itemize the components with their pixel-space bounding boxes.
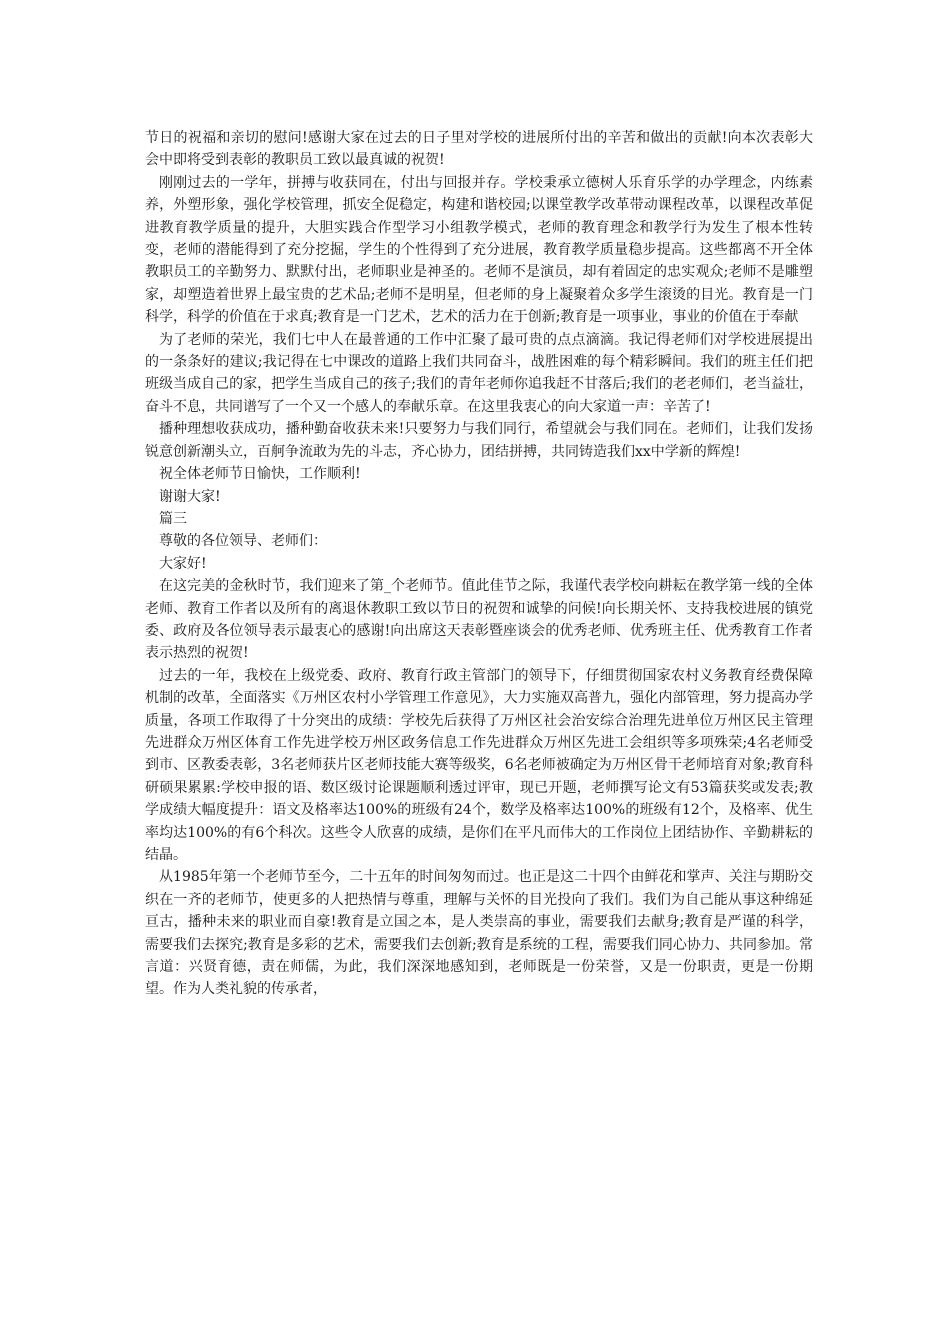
paragraph-achievements: 过去的一年，我校在上级党委、政府、教育行政主管部门的领导下，仔细贯彻国家农村义务教育经费保障机制的改革，全面落实《万州区农村小学管理工作意见》，大力实施双高普九，强化内部管理，努力提高办学质量，各项工作取得了十分突出的成绩：学校先后获得了万州区社会治安综合治理先进单位万州区民主管理先进群众万州区体育工作先进学校万州区政务信息工作先进群众万州区先进工会组织等多项殊荣;4名老师受到市、区教委表彰，3名老师获片区老师技能大赛等级奖，6名老师被确定为万州区骨干老师培育对象;教育科研硕果累累:学校申报的语、数区级讨论课题顺利透过评审，现已开题，老师撰写论文有53篇获奖或发表;教学成绩大幅度提升：语文及格率达100%的班级有24个，数学及格率达100%的班级有12个，及格率、优生率均达100%的有6个科次。这些令人欣喜的成绩，是你们在平凡而伟大的工作岗位上团结协作、辛勤耕耘的结晶。 [145, 667, 813, 863]
paragraph-sow-ideals: 播种理想收获成功，播种勤奋收获未来!只要努力与我们同行，希望就会与我们同在。老师们，让我们发扬锐意创新潮头立，百舸争流敢为先的斗志，齐心协力，团结拼搏，共同铸造我们xx中学新的辉煌! [145, 421, 813, 460]
paragraph-opening: 节日的祝福和亲切的慰问!感谢大家在过去的日子里对学校的进展所付出的辛苦和做出的贡献!向本次表彰大会中即将受到表彰的教职员工致以最真诚的祝贺! [145, 130, 813, 169]
paragraph-wish: 祝全体老师节日愉快，工作顺利! [159, 466, 361, 483]
paragraph-past-year: 刚刚过去的一学年，拼搏与收获同在，付出与回报并存。学校秉承立德树人乐育乐学的办学理念，内练素养，外塑形象，强化学校管理，抓安全促稳定，构建和谐校园;以课堂教学改革带动课程改革，以课程改革促进教育教学质量的提升，大胆实践合作型学习小组教学模式，老师的教育理念和教学行为发生了根本性转变，老师的潜能得到了充分挖掘，学生的个性得到了充分进展，教育教学质量稳步提高。这些都离不开全体教职员工的辛勤努力、默默付出，老师职业是神圣的。老师不是演员，却有着固定的忠实观众;老师不是雕塑家，却塑造着世界上最宝贵的艺术品;老师不是明星，但老师的身上凝聚着众多学生滚烫的目光。教育是一门科学，科学的价值在于求真;教育是一门艺术，艺术的活力在于创新;教育是一项事业，事业的价值在于奉献 [145, 174, 813, 326]
paragraph-greeting: 大家好! [159, 555, 207, 572]
section-heading-part-three: 篇三 [159, 510, 187, 527]
paragraph-since-1985: 从1985年第一个老师节至今，二十五年的时间匆匆而过。也正是这二十四个由鲜花和掌声、关注与期盼交织在一齐的老师节，使更多的人把热情与尊重，理解与关怀的目光投向了我们。我们为自己能从事这种绵延亘古，播种未来的职业而自豪!教育是立国之本，是人类崇高的事业，需要我们去献身;教育是严谨的科学，需要我们去探究;教育是多彩的艺术，需要我们去创新;教育是系统的工程，需要我们同心协力、共同参加。常言道：兴贤育德，责在师儒，为此，我们深深地感知到，老师既是一份荣誉，又是一份职责，更是一份期望。作为人类礼貌的传承者， [145, 869, 813, 998]
paragraph-teacher-glory: 为了老师的荣光，我们七中人在最普通的工作中汇聚了最可贵的点点滴滴。我记得老师们对学校进展提出的一条条好的建议;我记得在七中课改的道路上我们共同奋斗，战胜困难的每个精彩瞬间。我们的班主任们把班级当成自己的家，把学生当成自己的孩子;我们的青年老师你追我赶不甘落后;我们的老老师们，老当益壮，奋斗不息，共同谱写了一个又一个感人的奉献乐章。在这里我衷心的向大家道一声：辛苦了! [145, 331, 813, 415]
paragraph-golden-autumn: 在这完美的金秋时节，我们迎来了第_个老师节。值此佳节之际，我谨代表学校向耕耘在教学第一线的全体老师、教育工作者以及所有的离退休教职工致以节日的祝贺和诚挚的问候!向长期关怀、支持我校进展的镇党委、政府及各位领导表示最衷心的感谢!向出席这天表彰暨座谈会的优秀老师、优秀班主任、优秀教育工作者表示热烈的祝贺! [145, 578, 813, 662]
paragraph-salutation: 尊敬的各位领导、老师们： [159, 533, 327, 550]
document-page [145, 127, 813, 1001]
paragraph-thanks: 谢谢大家! [159, 488, 221, 505]
